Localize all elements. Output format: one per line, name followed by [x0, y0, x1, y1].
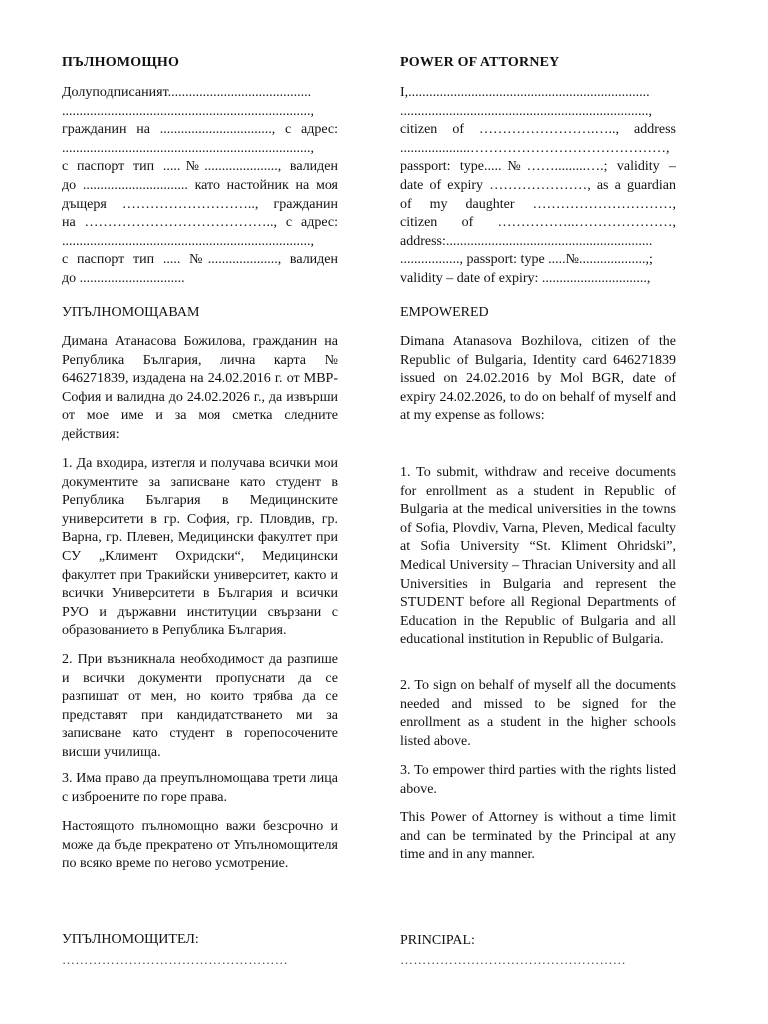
bg-field-line: с паспорт тип ..... №...................., валиден	[62, 252, 338, 268]
en-title: POWER OF ATTORNEY	[400, 55, 560, 70]
bg-field-line: на ………………………………….., с адрес:	[62, 215, 338, 231]
bg-field-line: .......................................................................,	[62, 103, 314, 119]
en-clause-2: 2. To sign on behalf of myself all the documents needed and missed to be signed for the enrollment as a student in the higher schools listed above.	[400, 678, 676, 749]
en-field-line: date of expiry …………………, as a guardian	[400, 177, 676, 193]
en-personal-fields	[400, 84, 676, 289]
bg-empowered-heading: УПЪЛНОМОЩАВАМ	[62, 305, 200, 320]
bg-field-line: .......................................................................,	[62, 233, 314, 249]
bg-field-line: дъщеря ……………………….., гражданин	[62, 196, 338, 212]
bg-field-line: .......................................................................,	[62, 140, 314, 156]
bg-title: ПЪЛНОМОЩНО	[62, 55, 180, 70]
bg-clause-2: 2. При възникнала необходимост да разпише и всички документи пропуснати да се разпишат от мен, но които трябва да се представят при кандидатстването ми за записване като студент в горепосочените висши училища.	[62, 652, 338, 760]
bg-clause-1: 1. Да входира, изтегля и получава всички мои документите за записване като студент в Република България в Медицинските университети в гр. София, гр. Пловдив, гр. Варна, гр. Плевен, Медицински факултет при СУ „Климент Охридски“, Медицински факултет при Тракийски университет, както и всички Университети в България и всички РУО и държавни институции свързани с образованието в Република България.	[62, 456, 338, 639]
bg-intro-paragraph: Димана Атанасова Божилова, гражданин на Република България, лична карта № 646271839, издадена на 24.02.2016 г. от МВР-София и валидна до 24.02.2026 г., да извърши от мое име и за моя сметка следните действия:	[62, 334, 338, 442]
en-field-line: I,.....................................................................	[400, 85, 650, 100]
en-clause-1: 1. To submit, withdraw and receive documents for enrollment as a student in Republic of Bulgaria at the medical universities in the towns of Sofia, Plovdiv, Varna, Pleven, Medical faculty at Sofia University “St. Kliment Ohridski”, Medical University – Thracian University and all Universities in Bulgaria and represent the STUDENT before all Regional Departments of Education in the Republic of Bulgaria and all educational institution in Republic of Bulgaria.	[400, 465, 676, 648]
en-signer-label: PRINCIPAL:	[400, 933, 475, 948]
bg-field-line: Долуподписаният.........................................	[62, 85, 312, 100]
en-validity-paragraph: This Power of Attorney is without a time limit and can be terminated by the Principal at any time and in any manner.	[400, 810, 676, 863]
en-clause-3: 3. To empower third parties with the rights listed above.	[400, 763, 676, 797]
en-field-line: of my daughter …………………………,	[400, 196, 676, 212]
en-field-line: ....................……………………………………,	[400, 140, 670, 156]
en-field-line: .......................................................................,	[400, 103, 652, 119]
bg-clause-3: 3. Има право да преупълномощава трети лица с изброените по горе права.	[62, 771, 338, 805]
bg-personal-fields	[62, 84, 338, 289]
en-field-line: citizen of …………………….….., address	[400, 122, 676, 138]
bg-field-line: с паспорт тип .....№....................., валиден	[62, 159, 338, 175]
bg-validity-paragraph: Настоящото пълномощно важи безсрочно и може да бъде прекратено от Упълномощителя по всяко време по негово усмотрение.	[62, 819, 338, 872]
bg-signer-label: УПЪЛНОМОЩИТЕЛ:	[62, 932, 199, 947]
bg-field-line: гражданин на ................................, с адрес:	[62, 122, 338, 138]
en-field-line: validity – date of expiry: ..............................,	[400, 270, 651, 286]
en-signature-line: ……………………………………………	[400, 952, 627, 967]
bg-field-line: до .............................. като настойник на моя	[62, 177, 338, 193]
bg-signature-line: ……………………………………………	[62, 952, 289, 967]
en-intro-paragraph: Dimana Atanasova Bozhilova, citizen of the Republic of Bulgaria, Identity card 646271839 issued on 24.02.2016 by Mol BGR, date of expiry 24.02.2026, to do on behalf of myself and at my expense as follows:	[400, 334, 676, 424]
en-field-line: passport: type.....№…….........….; validity –	[400, 159, 676, 175]
bg-field-line: до ..............................	[62, 270, 185, 286]
en-empowered-heading: EMPOWERED	[400, 305, 489, 320]
en-field-line: ................., passport: type .....№...................,;	[400, 252, 653, 268]
en-field-line: citizen of ……………..…………………,	[400, 215, 676, 231]
en-field-line: address:...........................................................	[400, 233, 653, 249]
